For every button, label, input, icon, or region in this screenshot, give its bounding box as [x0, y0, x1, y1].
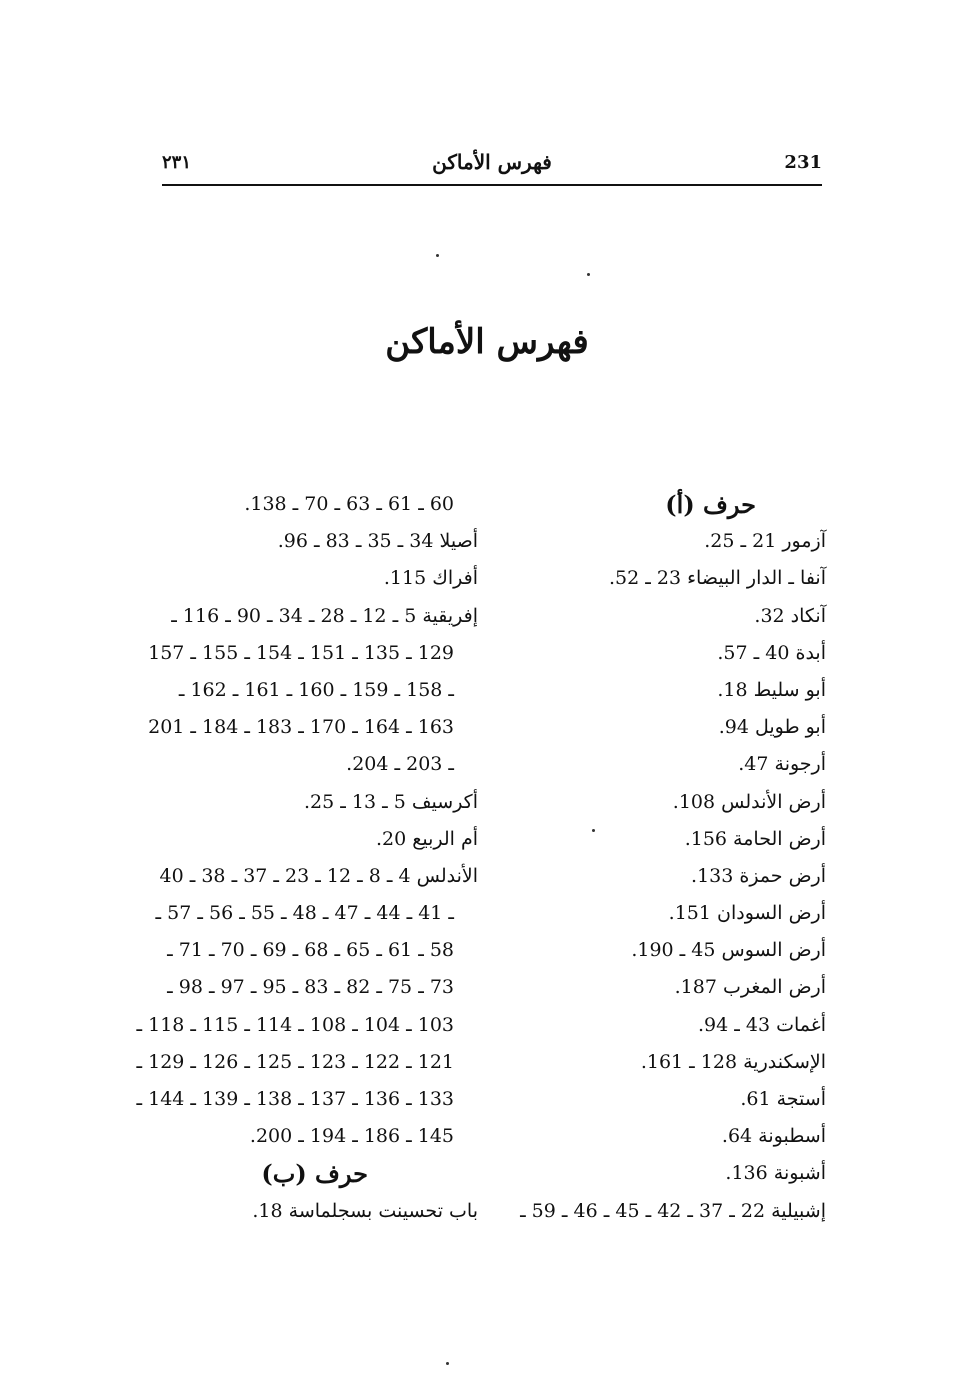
index-entry: إفريقية 5 ـ 12 ـ 28 ـ 34 ـ 90 ـ 116 ـ	[171, 604, 478, 627]
index-entry: أبو طويل 94.	[718, 716, 826, 739]
index-entry-continuation: 73 ـ 75 ـ 82 ـ 83 ـ 95 ـ 97 ـ 98 ـ	[167, 976, 454, 999]
index-entry: آنفا ـ الدار البيضاء 23 ـ 52.	[609, 567, 826, 590]
index-entry: أكرسيف 5 ـ 13 ـ 25.	[304, 790, 478, 813]
index-entry-continuation: 145 ـ 186 ـ 194 ـ 200.	[249, 1125, 454, 1148]
index-entry: أرض السودان 151.	[668, 902, 826, 925]
index-entry-continuation: 133 ـ 136 ـ 137 ـ 138 ـ 139 ـ 144 ـ	[136, 1088, 454, 1110]
index-entry: أبدة 40 ـ 57.	[717, 641, 826, 664]
running-title: فهرس الأماكن	[432, 150, 552, 174]
index-entry: أبو سليط 18.	[717, 678, 826, 701]
running-header	[162, 150, 822, 186]
index-entry: أفراك 115.	[383, 567, 478, 590]
section-heading: حرف (ب)	[261, 1159, 368, 1189]
scan-speck	[587, 273, 590, 276]
index-entry: أسطبونة 64.	[721, 1125, 826, 1148]
page-title: فهرس الأماكن	[385, 322, 589, 362]
index-entry: أرض الأندلس 108.	[672, 790, 826, 813]
index-entry-continuation: 103 ـ 104 ـ 108 ـ 114 ـ 115 ـ 118 ـ	[136, 1013, 454, 1036]
index-entry: آنكاد 32.	[754, 604, 826, 627]
scan-speck	[446, 1362, 449, 1365]
index-entry: أغمات 43 ـ 94.	[698, 1013, 826, 1036]
index-column-right	[496, 486, 826, 1230]
scan-speck	[592, 829, 595, 832]
index-entry: أستجة 61.	[740, 1088, 826, 1110]
scan-speck	[436, 254, 439, 257]
index-entry: أم الربيع 20.	[375, 827, 478, 850]
index-entry-continuation: 121 ـ 122 ـ 123 ـ 125 ـ 126 ـ 129 ـ	[136, 1050, 454, 1073]
index-entry: أرض السوس 45 ـ 190.	[631, 939, 826, 962]
index-entry: أرض الحامة 156.	[684, 827, 826, 850]
index-entry: باب تحسينت بسجلماسة 18.	[252, 1199, 478, 1222]
index-entry-continuation: 129 ـ 135 ـ 151 ـ 154 ـ 155 ـ 157	[148, 641, 454, 664]
page-number-arabic: ٢٣١	[162, 152, 192, 173]
index-entry-continuation: 60 ـ 61 ـ 63 ـ 70 ـ 138.	[244, 493, 454, 515]
index-entry-continuation: 163 ـ 164 ـ 170 ـ 183 ـ 184 ـ 201	[148, 716, 454, 739]
index-entry: أرض المغرب 187.	[674, 976, 826, 999]
index-entry: أرجونة 47.	[738, 753, 826, 776]
index-entry: أشبونة 136.	[725, 1162, 826, 1185]
index-entry-continuation: 58 ـ 61 ـ 65 ـ 68 ـ 69 ـ 70 ـ 71 ـ	[167, 939, 454, 962]
index-entry: آزمور 21 ـ 25.	[704, 530, 826, 553]
page-number-latin: 231	[784, 152, 822, 173]
index-column-left	[136, 486, 478, 1230]
index-entry: أصيلا 34 ـ 35 ـ 83 ـ 96.	[277, 530, 478, 553]
index-entry: الأندلس 4 ـ 8 ـ 12 ـ 23 ـ 37 ـ 38 ـ 40	[159, 864, 478, 887]
index-entry-continuation: ـ 203 ـ 204.	[346, 753, 454, 776]
index-entry-continuation: ـ 41 ـ 44 ـ 47 ـ 48 ـ 55 ـ 56 ـ 57 ـ	[155, 902, 454, 925]
index-entry-continuation: ـ 158 ـ 159 ـ 160 ـ 161 ـ 162 ـ	[178, 678, 454, 701]
section-heading: حرف (أ)	[665, 490, 756, 519]
index-entry: الإسكندرية 128 ـ 161.	[640, 1050, 826, 1073]
index-entry: إشبيلية 22 ـ 37 ـ 42 ـ 45 ـ 46 ـ 59 ـ	[520, 1199, 826, 1222]
index-entry: أرض حمزة 133.	[691, 864, 826, 887]
